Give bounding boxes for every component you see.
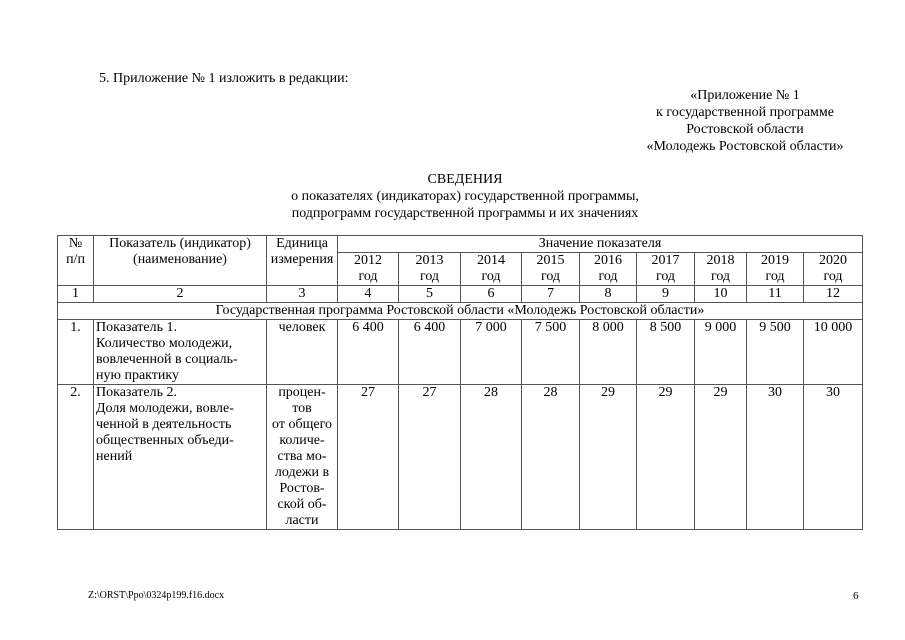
- row-value: 8 500: [637, 320, 695, 385]
- row-num: 2.: [58, 385, 94, 530]
- row-value: 29: [580, 385, 637, 530]
- row-value: 30: [747, 385, 804, 530]
- header-year-word: год: [710, 269, 731, 284]
- header-year-word: год: [481, 269, 501, 284]
- header-row: [58, 236, 863, 253]
- row-value: 9 500: [747, 320, 804, 385]
- header-year-cell: [399, 253, 461, 286]
- header-year: 2019: [761, 253, 789, 268]
- title-line-2: подпрограмм государственной программы и их значениях: [291, 206, 639, 221]
- file-path: Z:\ORST\Ppo\0324p199.f16.docx: [88, 590, 225, 601]
- header-year: 2017: [651, 253, 680, 268]
- header-num: № п/п: [58, 236, 94, 286]
- row-value: 29: [695, 385, 747, 530]
- header-indicator: Показатель (индикатор) (наименование): [94, 236, 267, 286]
- row-value: 6 400: [399, 320, 461, 385]
- column-number: 10: [695, 286, 747, 303]
- column-number: 2: [94, 286, 267, 303]
- column-number: 7: [522, 286, 580, 303]
- row-value: 27: [399, 385, 461, 530]
- title-heading: СВЕДЕНИЯ: [427, 172, 503, 187]
- header-year-word: год: [358, 269, 378, 284]
- row-value: 10 000: [804, 320, 863, 385]
- header-year-word: год: [598, 269, 618, 284]
- header-year-word: год: [655, 269, 676, 284]
- column-number: 4: [338, 286, 399, 303]
- header-year-word: год: [823, 269, 843, 284]
- row-value: 9 000: [695, 320, 747, 385]
- appendix-reference: [620, 87, 870, 155]
- header-year-cell: [522, 253, 580, 286]
- row-unit: процен- тов от общего количе- ства мо- лодежи в Ростов- ской об- ласти: [267, 385, 338, 530]
- appendix-line-1: «Приложение № 1: [690, 88, 800, 103]
- column-number: 3: [267, 286, 338, 303]
- page-number: 6: [853, 590, 859, 602]
- appendix-line-4: «Молодежь Ростовской области»: [646, 139, 844, 154]
- title-line-1: о показателях (индикаторах) государственной программы,: [291, 189, 639, 204]
- header-year-cell: [747, 253, 804, 286]
- header-year-cell: [804, 253, 863, 286]
- column-number: 12: [804, 286, 863, 303]
- header-year-cell: [338, 253, 399, 286]
- header-year-word: год: [419, 269, 440, 284]
- column-number: 1: [58, 286, 94, 303]
- row-value: 28: [522, 385, 580, 530]
- document-title: [250, 171, 680, 222]
- appendix-line-3: Ростовской области: [686, 122, 804, 137]
- row-num: 1.: [58, 320, 94, 385]
- row-value: 28: [461, 385, 522, 530]
- header-year: 2020: [819, 253, 847, 268]
- header-value-group: Значение показателя: [338, 236, 863, 253]
- header-year: 2016: [594, 253, 622, 268]
- row-value: 7 500: [522, 320, 580, 385]
- header-year-cell: [695, 253, 747, 286]
- section-row: [58, 303, 863, 320]
- row-value: 29: [637, 385, 695, 530]
- column-number-row: [58, 286, 863, 303]
- section-title: Государственная программа Ростовской области «Молодежь Ростовской области»: [58, 303, 863, 320]
- header-year: 2015: [536, 253, 565, 268]
- header-year-word: год: [540, 269, 561, 284]
- header-year: 2018: [706, 253, 735, 268]
- row-value: 8 000: [580, 320, 637, 385]
- indicators-table: [57, 235, 863, 530]
- row-unit: человек: [267, 320, 338, 385]
- row-indicator: Показатель 1. Количество молодежи, вовлеченной в социаль- ную практику: [94, 320, 267, 385]
- column-number: 9: [637, 286, 695, 303]
- header-year: 2013: [415, 253, 444, 268]
- header-year-cell: [461, 253, 522, 286]
- row-value: 27: [338, 385, 399, 530]
- appendix-line-2: к государственной программе: [656, 105, 834, 120]
- header-year: 2014: [477, 253, 505, 268]
- header-year-word: год: [765, 269, 785, 284]
- table-row: [58, 385, 863, 530]
- column-number: 5: [399, 286, 461, 303]
- header-year: 2012: [354, 253, 382, 268]
- row-value: 6 400: [338, 320, 399, 385]
- row-indicator: Показатель 2. Доля молодежи, вовле- ченной в деятельность общественных объеди- нений: [94, 385, 267, 530]
- header-year-cell: [637, 253, 695, 286]
- column-number: 6: [461, 286, 522, 303]
- header-year-cell: [580, 253, 637, 286]
- row-value: 30: [804, 385, 863, 530]
- row-value: 7 000: [461, 320, 522, 385]
- column-number: 11: [747, 286, 804, 303]
- intro-text: 5. Приложение № 1 изложить в редакции:: [99, 71, 349, 86]
- column-number: 8: [580, 286, 637, 303]
- table-row: [58, 320, 863, 385]
- header-unit: Единица измерения: [267, 236, 338, 286]
